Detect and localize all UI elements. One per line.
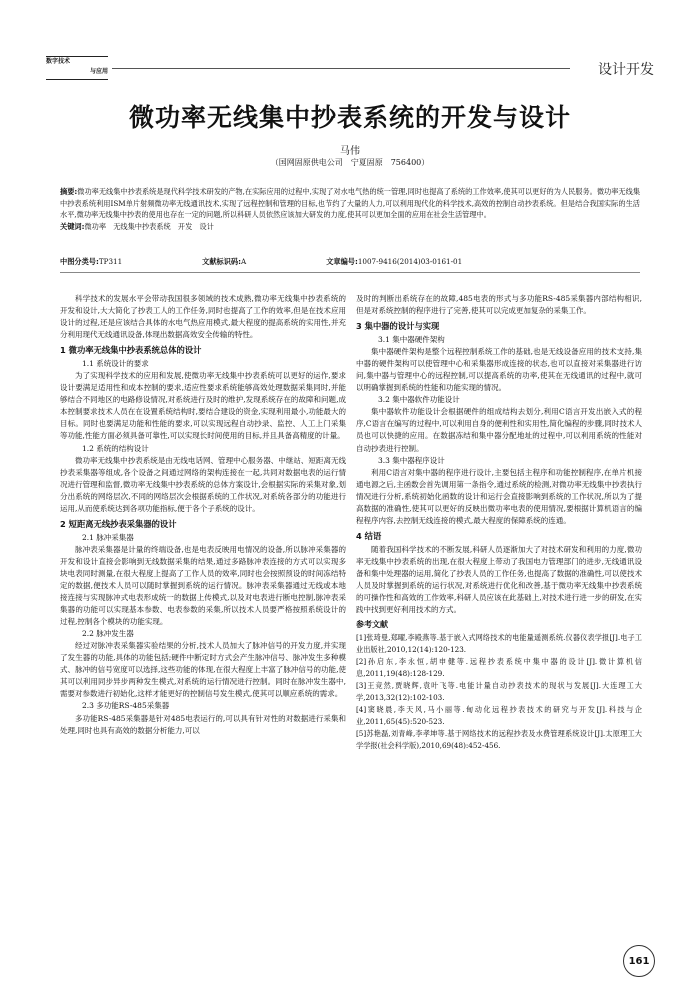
paper-author: 马伟 xyxy=(340,146,360,157)
clc-label: 中图分类号: xyxy=(60,257,99,266)
paragraph-3-1: 集中器硬件架构是整个远程控制系统工作的基础,也是无线设备应用的技术支持,集中器的硬件架构可以使管理中心和采集器形成连接的状态,也可以直接对采集器进行访问,集中器与管理中心的远程控制,可以提高系统的功率,使其在无线通讯的过程中,就可以明确掌握到系统的性能和功能实现的情况。 xyxy=(356,347,642,393)
paper-title: 微功率无线集中抄表系统的开发与设计 xyxy=(128,103,571,132)
section-heading-4: 4 结语 xyxy=(356,530,382,541)
doc-code-label: 文献标识码: xyxy=(202,257,241,266)
meta-rule xyxy=(60,272,640,273)
subsection-heading-3-3: 3.3 集中器程序设计 xyxy=(378,455,445,465)
paper-affiliation: （国网固原供电公司 宁夏固原 756400） xyxy=(270,158,430,167)
section-heading-3: 3 集中器的设计与实现 xyxy=(356,321,440,332)
abstract-text: 微功率无线集中抄表系统是现代科学技术研发的产物,在实际应用的过程中,实现了对水电气热的统一管理,同时也提高了系统的工作效率,使其可以更好的为人民服务。微功率无线集中抄表系统利用ISM单片射频微功率无线通讯技术,实现了远程控制和管理的目标,也节约了大量的人力,可以利用现代化的科学技术,高效的控制自动抄表系统。但是结合我国实际的生活水平,微功率无线集中抄表的使用也存在一定的问题,所以科研人员依然应该加大研发的力度,使其可以更加全面的应用在社会生活管理中。 xyxy=(60,187,641,220)
journal-logo xyxy=(46,56,108,80)
subsection-heading-2-1: 2.1 脉冲采集器 xyxy=(82,532,134,542)
subsection-heading-3-1: 3.1 集中器硬件架构 xyxy=(378,335,445,345)
paragraph-1-1: 为了实现科学技术的应用和发展,使微功率无线集中抄表系统可以更好的运作,要求设计要满足适用性和成本控制的要求,适应性要求系统能够高效处理数据采集同时,并能够结合不同地区的电路修设情况,对系统进行及时的维护,发现系统存在的故障和问题,成本控制要求技术人员在在设置系统结构时,要结合建设的资金,实现利用最小,功能最大的目标。同时也要满足功能和性能的要求,可以实现远程自动抄录、监控、人工上门采集等功能,性能方面必须具备可靠性,可以实现长时间使用的目标,并且具备高精度的计量。 xyxy=(60,371,346,441)
section-heading-1: 1 微功率无线集中抄表系统总体的设计 xyxy=(60,345,202,356)
keywords-label: 关键词: xyxy=(60,221,85,231)
section-heading-2: 2 短距离无线抄表采集器的设计 xyxy=(60,518,177,529)
references-heading: 参考文献 xyxy=(356,620,388,630)
clc-value: TP311 xyxy=(98,257,123,266)
article-no-label: 文章编号: xyxy=(326,257,358,266)
paragraph-2-2: 经过对脉冲表采集器实验结果的分析,技术人员加大了脉冲信号的开发力度,并实现了发生器的功能,具体的功能包括;硬件中断定时方式会产生脉冲信号、脉冲发生多种模式、脉冲的信号宽度可以选择,这些功能的体现,在很大程度上丰富了脉冲信号的功能,使其可以利用同步异步两种发生模式,对系统的运行情况进行控制。同时在脉冲发生器中,需要对参数进行初始化,这样才能更好的控制信号发生模式,使其可以顺应系统的需求。 xyxy=(60,641,346,699)
reference-item: [2]孙启东,李永恒,胡申健等.远程抄表系统中集中器的设计[J].微计算机信息,2011,19(48):128-129. xyxy=(356,657,642,679)
paragraph-4: 随着我国科学技术的不断发展,科研人员逐渐加大了对技术研发和利用的力度,微功率无线集中抄表系统的出现,在很大程度上带动了我国电力管理部门的进步,无线通讯设备和集中处理器的运用,简化了抄表人员的工作任务,也提高了数据的准确性,可以使技术人员及时掌握到系统的运行状况,对系统进行优化和改善,基于微功率无线集中抄表系统的可操作性和高效的工作效率,科研人员应该在此基础上,对技术进行进一步的研发,在实践中找到更好利用技术的方式。 xyxy=(356,544,642,615)
journal-logo-line2: 与应用 xyxy=(89,68,108,75)
right-column xyxy=(356,293,642,752)
subsection-heading-2-3: 2.3 多功能RS-485采集器 xyxy=(82,701,170,711)
reference-item: [3]王竞然,贾晓辉,袁叶飞等.电能计量自动抄表技术的现状与发展[J].大连理工大学,2013,32(12):102-103. xyxy=(356,681,642,703)
subsection-heading-2-2: 2.2 脉冲发生器 xyxy=(82,629,134,639)
article-no-field xyxy=(326,257,462,267)
header-rule xyxy=(112,68,570,69)
clc-field xyxy=(60,257,122,267)
page-number-badge xyxy=(623,945,655,977)
intro-paragraph: 科学技术的发展水平会带动我国很多领域的技术成熟,微功率无线集中抄表系统的开发和设计,大大简化了抄表工人的工作任务,同时也提高了工作的效率,但是在技术应用设计的过程,还是应该结合具体的水电气热应用模式,最大程度的提高系统的实用性,并充分利用现代无线通讯设备,体现出数据高效安全传输的特性。 xyxy=(60,294,346,340)
doc-code-field xyxy=(202,257,246,267)
doc-code-value: A xyxy=(240,257,247,266)
abstract xyxy=(60,186,640,232)
paragraph-1-2: 微功率无线集中抄表系统是由无线电话网、管理中心服务器、中继站、短距离无线抄表采集器等组成,各个设备之间通过网络的架构连接在一起,共同对数据电表的运行情况进行管理和监督,微功率无线集中抄表系统的总体方案设计,会根据实际的采集对象,划分出系统的网络层次,不同的网络层次会根据系统的工作状况,对系统各部分的功能进行运用,从而使系统达到各项功能指标,便于各个子系统的设计。 xyxy=(60,455,346,513)
keywords-text: 微功率 无线集中抄表系统 开发 设计 xyxy=(84,221,214,231)
paragraph-3-2: 集中器软件功能设计会根据硬件的组成结构去划分,利用C语言开发出嵌入式的程序,C语言在编写的过程中,可以利用自身的便利性和实用性,简化编程的步骤,同时技术人员也可以快捷的应用。在数据冻结和集中器分配地址的过程中,可以利用系统的性能对自动抄表进行控制。 xyxy=(356,407,642,453)
article-meta xyxy=(60,257,640,267)
continued-paragraph: 及时的判断出系统存在的故障,485电表的形式与多功能RS-485采集器内部结构相识,但是对系统控制的程序进行了完善,使其可以完成更加复杂的采集工作。 xyxy=(356,294,642,316)
paragraph-3-3: 利用C语言对集中器的程序进行设计,主要包括主程序和功能控制程序,在单片机接通电源之后,主函数会首先调用第一条指令,通过系统的检测,对微功率无线集中抄表执行情况进行分析,系统初始化函数的设计和运行会直接影响到系统的工作状况,所以为了提高数据的准确性,使其可以更好的反映出微功率电表的使用情况,要根据计算机语言的编程程序内容,去控制无线连接的模式,最大程度的保障系统的连通。 xyxy=(356,467,642,525)
abstract-label: 摘要: xyxy=(60,187,78,196)
subsection-heading-1-2: 1.2 系统的结构设计 xyxy=(82,443,149,453)
paragraph-2-3: 多功能RS-485采集器是针对485电表运行的,可以具有针对性的对数据进行采集和处理,同时也具有高效的数据分析能力,可以 xyxy=(60,713,346,735)
reference-item: [4]窦晓晨,李天风,马小丽等.甸动化远程抄表技术的研究与开发[J].科技与企业,2011,65(45):520-523. xyxy=(356,705,642,727)
left-column xyxy=(60,293,346,737)
page-number: 161 xyxy=(628,955,650,967)
journal-logo-line1: 数字技术 xyxy=(46,58,71,65)
reference-item: [5]苏艳磊,刘青峰,李孝坤等.基于网络技术的远程抄表及水费管理系统设计[J].太原理工大学学报(社会科学版),2010,69(48):452-456. xyxy=(356,729,642,751)
subsection-heading-1-1: 1.1 系统设计的要求 xyxy=(82,359,149,369)
section-tag: 设计开发 xyxy=(598,62,654,78)
reference-item: [1]张琦曼,郑曜,李殿燕等.基于嵌入式网络技术的电能量遥测系统.仪器仪表学报[J].电子工业出版社,2010,12(14):120-123. xyxy=(356,633,642,655)
subsection-heading-3-2: 3.2 集中器软件功能设计 xyxy=(378,395,460,405)
paragraph-2-1: 脉冲表采集器是计量的终端设备,也是电表反映用电情况的设备,所以脉冲采集器的开发和设计直接会影响到无线数据采集的结果,通过多路脉冲表连接的方式可以实现多块电表同时测量,在很大程度上提高了工作人员的效率,同时也会按照预设的时间冻结特定的数据,便技术人员可以随时掌握到系统的运行情况。脉冲表采集器通过无线或本地接连接与实现脉冲式电表形成统一的数据上传模式,以及对电表进行断电控制,脉冲表采集器的功能可以实现基本参数、电表参数的采集,所以技术人员要严格按照系统设计的过程,控制各个模块的功能实现。 xyxy=(60,544,346,627)
article-no-value: 1007-9416(2014)03-0161-01 xyxy=(357,257,463,266)
